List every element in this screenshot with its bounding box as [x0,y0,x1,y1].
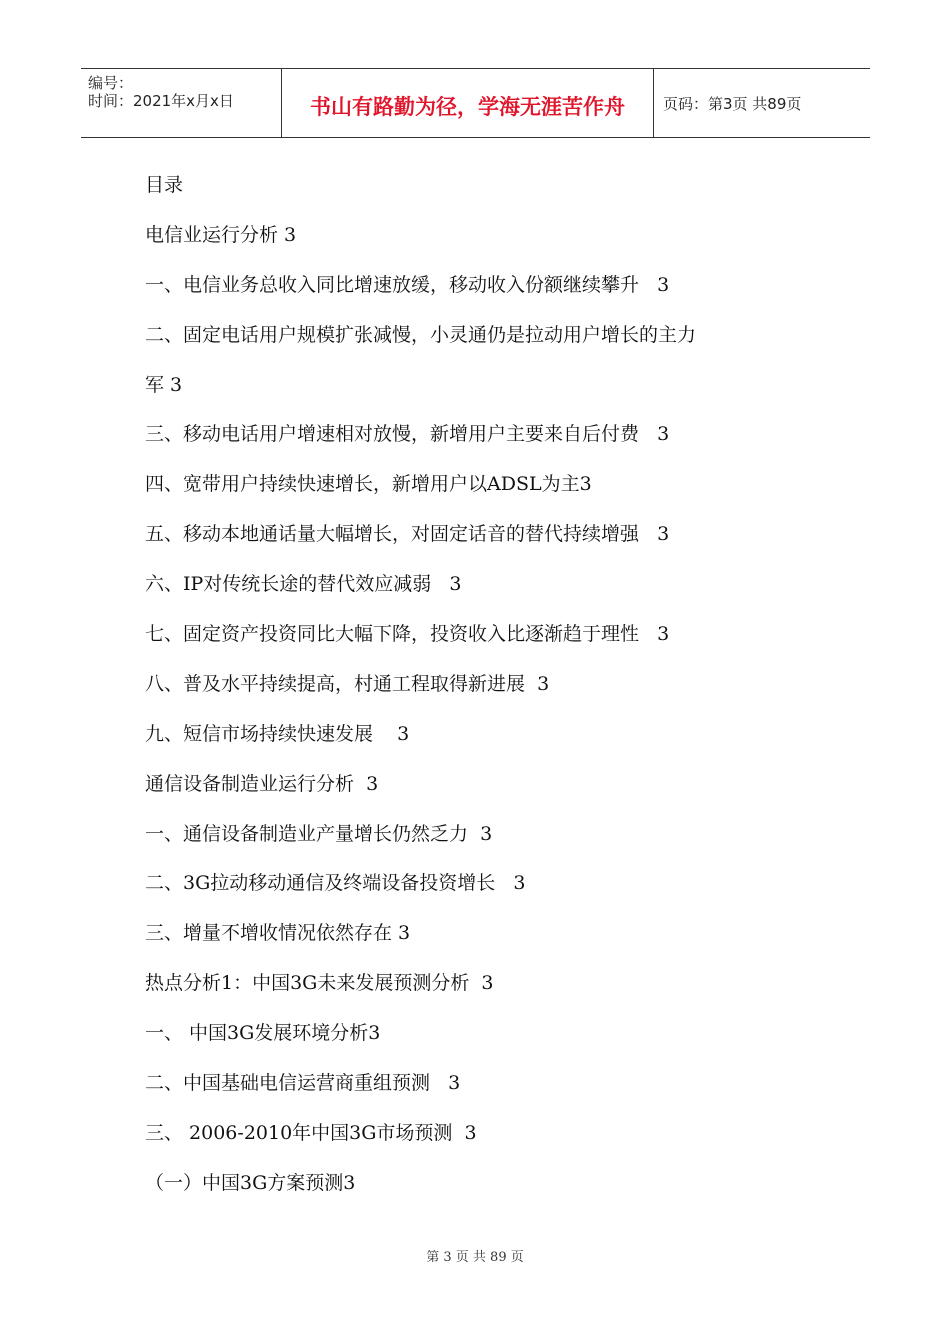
toc-item[interactable]: 四、宽带用户持续快速增长，新增用户以ADSL为主3 [145,473,592,496]
page-footer: 第 3 页 共 89 页 [426,1250,524,1265]
toc-item[interactable]: 一、 中国3G发展环境分析3 [145,1022,381,1045]
toc-item[interactable]: 一、电信业务总收入同比增速放缓，移动收入份额继续攀升 3 [145,273,670,296]
toc-item[interactable]: 热点分析1：中国3G未来发展预测分析 3 [145,972,494,995]
header-info-cell [81,69,282,137]
header-page-cell [654,69,870,137]
document-number-label: 编号： [88,74,134,92]
table-of-contents [145,171,845,1219]
toc-item[interactable]: 二、中国基础电信运营商重组预测 3 [145,1072,461,1095]
toc-item[interactable]: 通信设备制造业运行分析 3 [145,772,379,795]
toc-item[interactable]: 电信业运行分析 3 [145,223,297,246]
document-date-label: 时间：2021年x月x日 [88,92,234,110]
toc-item[interactable]: （一）中国3G方案预测3 [145,1171,356,1194]
toc-item[interactable]: 九、短信市场持续快速发展 3 [145,722,410,745]
header-page-label: 页码：第3页 共89页 [663,95,802,113]
toc-item[interactable]: 二、3G拉动移动通信及终端设备投资增长 3 [145,872,526,895]
toc-item[interactable]: 六、IP对传统长途的替代效应减弱 3 [145,573,462,596]
toc-item[interactable]: 三、增量不增收情况依然存在 3 [145,922,411,945]
header-motto-cell [282,69,654,137]
toc-item[interactable]: 八、普及水平持续提高，村通工程取得新进展 3 [145,672,550,695]
toc-item[interactable]: 三、 2006-2010年中国3G市场预测 3 [145,1121,477,1144]
toc-item[interactable]: 一、通信设备制造业产量增长仍然乏力 3 [145,822,493,845]
toc-item[interactable]: 二、固定电话用户规模扩张减慢，小灵通仍是拉动用户增长的主力 [145,323,697,346]
toc-item[interactable]: 五、移动本地通话量大幅增长，对固定话音的替代持续增强 3 [145,523,670,546]
toc-item[interactable]: 军 3 [145,373,183,396]
toc-title: 目录 [145,174,184,196]
page-header [81,68,870,138]
toc-item[interactable]: 七、固定资产投资同比大幅下降，投资收入比逐渐趋于理性 3 [145,623,670,646]
toc-item[interactable]: 三、移动电话用户增速相对放慢，新增用户主要来自后付费 3 [145,423,670,446]
header-motto: 书山有路勤为径，学海无涯苦作舟 [310,95,625,119]
